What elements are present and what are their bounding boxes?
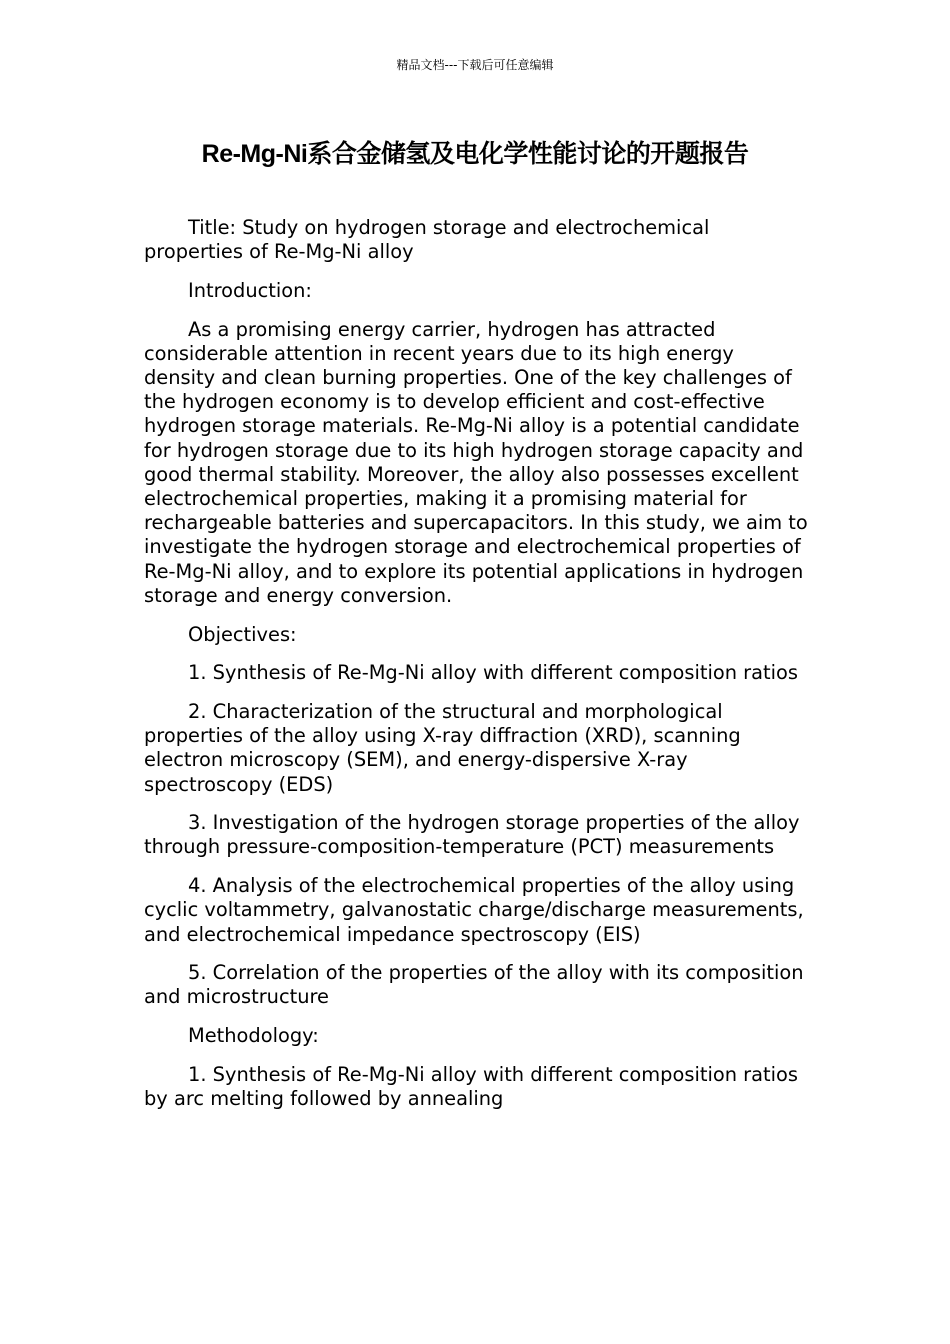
document-title: Re-Mg-Ni系合金储氢及电化学性能讨论的开题报告: [201, 140, 749, 168]
objective-item-4: 4. Analysis of the electrochemical properties of the alloy using cyclic voltammetry, galvanostatic charge/discharge measurements, and electrochemical impedance spectroscopy (EIS): [144, 874, 804, 946]
page-header-note: 精品文档---下载后可任意编辑: [396, 58, 554, 72]
paragraph-title-line: Title: Study on hydrogen storage and electrochemical properties of Re-Mg-Ni alloy: [144, 216, 710, 264]
heading-introduction: Introduction:: [188, 278, 312, 302]
heading-objectives: Objectives:: [188, 622, 297, 646]
objective-item-2: 2. Characterization of the structural and morphological properties of the alloy using X-ray diffraction (XRD), scanning electron microscopy (SEM), and energy-dispersive X-ray spectroscopy (EDS): [144, 699, 741, 796]
paragraph-introduction: As a promising energy carrier, hydrogen has attracted considerable attention in recent years due to its high energy density and clean burning properties. One of the key challenges of the hydrogen economy is to develop efficient and cost-effective hydrogen storage materials. Re-Mg-Ni alloy is a potential candidate for hydrogen storage due to its high hydrogen storage capacity and good thermal stability. Moreover, the alloy also possesses excellent electrochemical properties, making it a promising material for rechargeable batteries and supercapacitors. In this study, we aim to investigate the hydrogen storage and electrochemical properties of Re-Mg-Ni alloy, and to explore its potential applications in hydrogen storage and energy conversion.: [144, 317, 808, 607]
heading-methodology: Methodology:: [188, 1024, 319, 1048]
objective-item-1: 1. Synthesis of Re-Mg-Ni alloy with different composition ratios: [188, 661, 798, 685]
document-body: [144, 216, 808, 1126]
objective-item-3: 3. Investigation of the hydrogen storage properties of the alloy through pressure-composition-temperature (PCT) measurements: [144, 811, 800, 859]
objective-item-5: 5. Correlation of the properties of the alloy with its composition and microstructure: [144, 961, 804, 1009]
methodology-item-1: 1. Synthesis of Re-Mg-Ni alloy with different composition ratios by arc melting followed by annealing: [144, 1062, 798, 1111]
